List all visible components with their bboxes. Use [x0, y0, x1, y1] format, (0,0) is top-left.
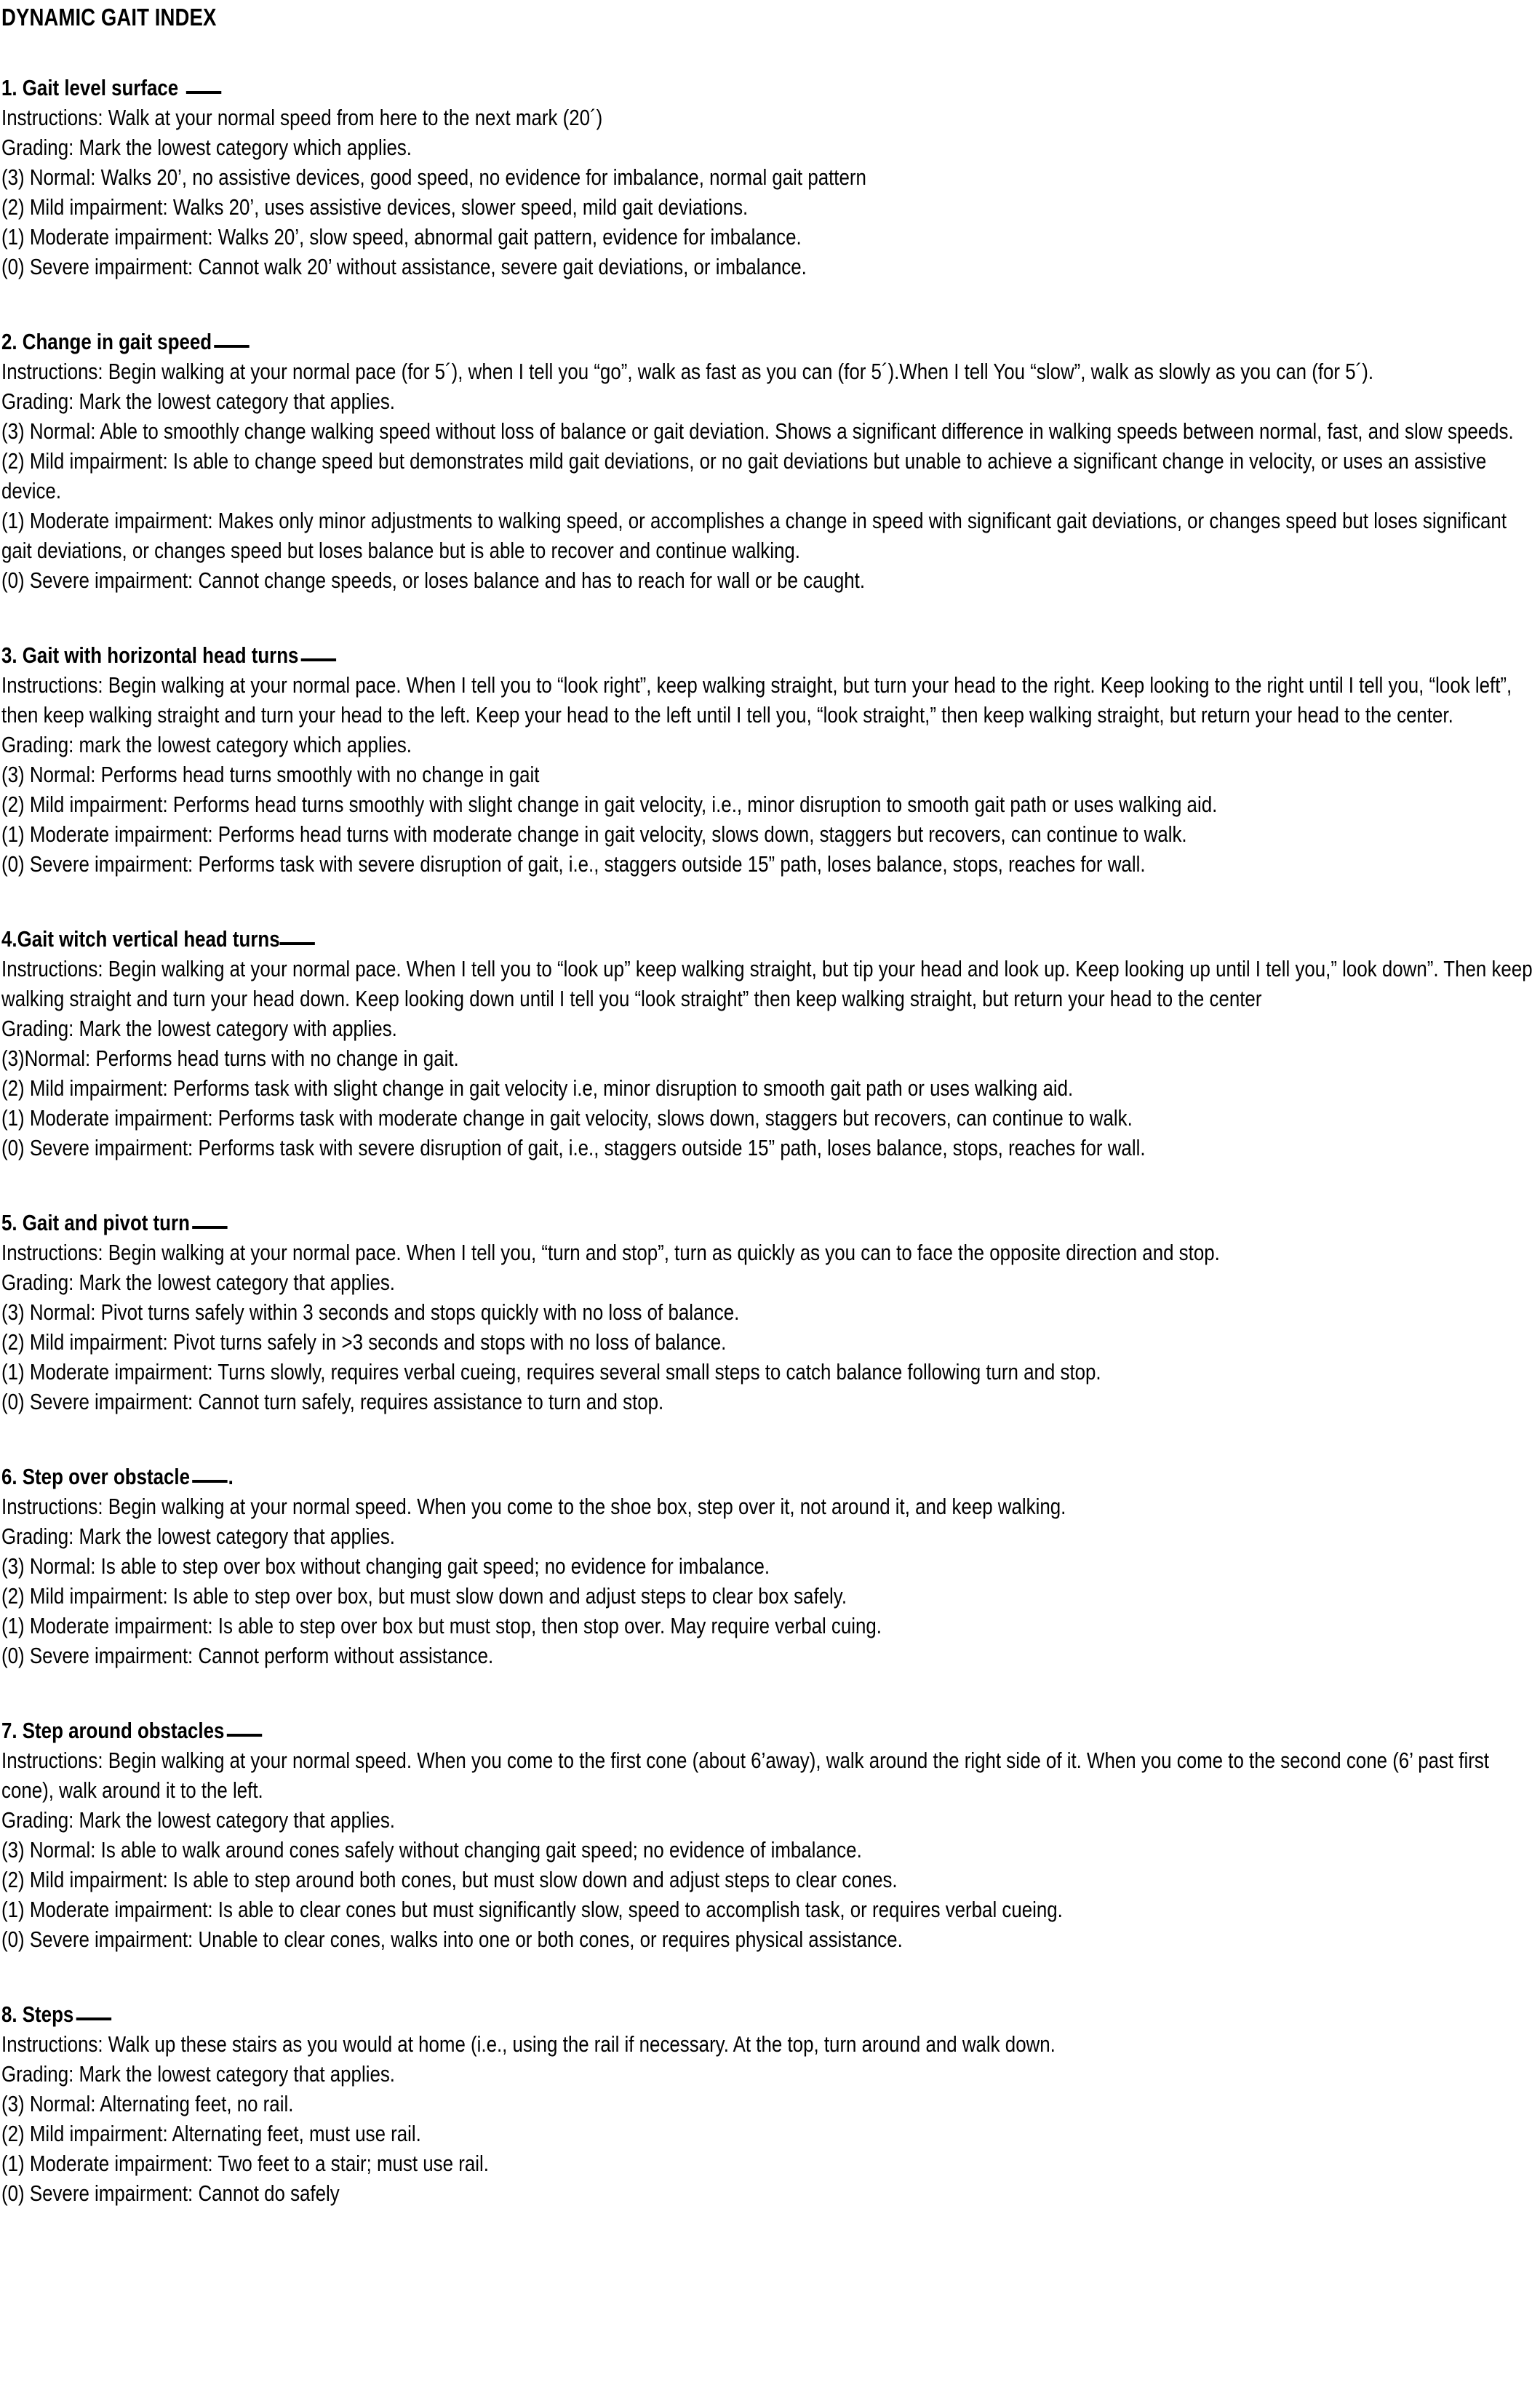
gait-item-section	[1, 1716, 1534, 1954]
score-criterion-line: (2) Mild impairment: Alternating feet, must use rail.	[1, 2121, 421, 2146]
instructions-line: Instructions: Begin walking at your normal pace (for 5´), when I tell you “go”, walk as fast as you can (for 5´).When I tell You “slow”, walk as slowly as you can (for 5´).	[1, 359, 1374, 384]
grading-line: Grading: Mark the lowest category that applies.	[1, 389, 395, 414]
score-criterion-line: (0) Severe impairment: Cannot perform without assistance.	[1, 1643, 494, 1668]
section-heading	[1, 327, 1535, 356]
grading-line: Grading: Mark the lowest category that applies.	[1, 2061, 395, 2087]
score-criterion-line: (0) Severe impairment: Cannot do safely	[1, 2180, 340, 2206]
grading-line: Grading: Mark the lowest category with applies.	[1, 1016, 397, 1041]
score-blank-field[interactable]	[227, 1734, 262, 1737]
gait-item-section	[1, 327, 1534, 595]
section-body	[1, 1491, 1534, 1670]
score-criterion-line: (1) Moderate impairment: Is able to clear cones but must significantly slow, speed to accomplish task, or requires verbal cueing.	[1, 1897, 1063, 1922]
score-criterion-line: (2) Mild impairment: Is able to step around both cones, but must slow down and adjust steps to clear cones.	[1, 1867, 898, 1892]
section-body	[1, 103, 1534, 282]
grading-line: Grading: Mark the lowest category that applies.	[1, 1807, 395, 1833]
score-criterion-line: (2) Mild impairment: Performs task with slight change in gait velocity i.e, minor disruption to smooth gait path or uses walking aid.	[1, 1075, 1074, 1101]
section-body	[1, 670, 1534, 879]
section-heading-label: Gait witch vertical head turns	[17, 926, 280, 952]
score-criterion-line: (0) Severe impairment: Cannot walk 20’ without assistance, severe gait deviations, or imbalance.	[1, 254, 807, 279]
score-criterion-line: (3) Normal: Pivot turns safely within 3 seconds and stops quickly with no loss of balance.	[1, 1299, 740, 1325]
score-criterion-line: (1) Moderate impairment: Turns slowly, requires verbal cueing, requires several small steps to catch balance following turn and stop.	[1, 1359, 1101, 1385]
section-heading-label: Step over obstacle	[22, 1464, 190, 1489]
score-criterion-line: (0) Severe impairment: Performs task with severe disruption of gait, i.e., staggers outside 15” path, loses balance, stops, reaches for wall.	[1, 1135, 1146, 1160]
score-criterion-line: (2) Mild impairment: Performs head turns smoothly with slight change in gait velocity, i.e., minor disruption to smooth gait path or uses walking aid.	[1, 792, 1218, 817]
score-blank-field[interactable]	[186, 91, 221, 94]
section-heading-label: Steps	[22, 2001, 74, 2027]
score-blank-field[interactable]	[214, 345, 249, 348]
score-criterion-line: (2) Mild impairment: Is able to change speed but demonstrates mild gait deviations, or no gait deviations but unable to achieve a significant change in velocity, or uses an assistive device.	[1, 448, 1487, 503]
score-criterion-line: (2) Mild impairment: Walks 20’, uses assistive devices, slower speed, mild gait deviations.	[1, 194, 749, 220]
section-number: 8.	[1, 2001, 17, 2027]
section-heading-label: Gait with horizontal head turns	[22, 642, 299, 668]
section-heading	[1, 1999, 1535, 2029]
sections-container	[1, 73, 1534, 2208]
gait-item-section	[1, 924, 1534, 1163]
grading-line: Grading: Mark the lowest category that applies.	[1, 1270, 395, 1295]
section-heading	[1, 1208, 1535, 1238]
gait-item-section	[1, 640, 1534, 879]
score-blank-field[interactable]	[280, 942, 315, 945]
section-heading-label: Gait and pivot turn	[22, 1210, 190, 1235]
score-blank-field[interactable]	[76, 2017, 111, 2020]
gait-item-section	[1, 1999, 1534, 2208]
section-heading	[1, 1462, 1535, 1491]
section-body	[1, 356, 1534, 595]
grading-line: Grading: Mark the lowest category which applies.	[1, 135, 412, 160]
section-number: 3.	[1, 642, 17, 668]
score-criterion-line: (3) Normal: Is able to walk around cones safely without changing gait speed; no evidence of imbalance.	[1, 1837, 862, 1863]
instructions-line: Instructions: Begin walking at your normal pace. When I tell you, “turn and stop”, turn as quickly as you can to face the opposite direction and stop.	[1, 1240, 1220, 1265]
score-criterion-line: (3) Normal: Walks 20’, no assistive devices, good speed, no evidence for imbalance, normal gait pattern	[1, 164, 866, 190]
section-body	[1, 954, 1534, 1163]
instructions-line: Instructions: Begin walking at your normal speed. When you come to the shoe box, step over it, not around it, and keep walking.	[1, 1494, 1066, 1519]
section-body	[1, 2029, 1534, 2208]
section-heading-label: Gait level surface	[22, 75, 179, 100]
score-blank-field[interactable]	[192, 1480, 227, 1483]
gait-item-section	[1, 1462, 1534, 1670]
section-heading-label: Change in gait speed	[22, 329, 212, 354]
score-criterion-line: (3) Normal: Is able to step over box without changing gait speed; no evidence for imbalance.	[1, 1553, 770, 1579]
score-criterion-line: (0) Severe impairment: Cannot turn safely, requires assistance to turn and stop.	[1, 1389, 664, 1414]
score-criterion-line: (2) Mild impairment: Pivot turns safely in >3 seconds and stops with no loss of balance.	[1, 1329, 727, 1355]
section-heading	[1, 73, 1535, 103]
gait-item-section	[1, 1208, 1534, 1417]
score-criterion-line: (1) Moderate impairment: Performs head turns with moderate change in gait velocity, slows down, staggers but recovers, can continue to walk.	[1, 821, 1187, 847]
section-body	[1, 1238, 1534, 1417]
section-number: 1.	[1, 75, 17, 100]
score-criterion-line: (1) Moderate impairment: Performs task with moderate change in gait velocity, slows down, staggers but recovers, can continue to walk.	[1, 1105, 1133, 1131]
instructions-line: Instructions: Begin walking at your normal speed. When you come to the first cone (about 6’away), walk around the right side of it. When you come to the second cone (6’ past first cone), walk around it to the left.	[1, 1748, 1490, 1803]
score-criterion-line: (3) Normal: Alternating feet, no rail.	[1, 2091, 294, 2116]
score-criterion-line: (0) Severe impairment: Unable to clear cones, walks into one or both cones, or requires physical assistance.	[1, 1927, 903, 1952]
section-number: 5.	[1, 1210, 17, 1235]
score-criterion-line: (3) Normal: Performs head turns smoothly with no change in gait	[1, 762, 540, 787]
grading-line: Grading: Mark the lowest category that applies.	[1, 1523, 395, 1549]
section-heading	[1, 924, 1535, 954]
score-criterion-line: (3)Normal: Performs head turns with no change in gait.	[1, 1045, 459, 1071]
score-criterion-line: (1) Moderate impairment: Makes only minor adjustments to walking speed, or accomplishes a change in speed with significant gait deviations, or changes speed but loses significant gait deviations, or changes speed but loses balance but is able to recover and continue walking.	[1, 508, 1507, 563]
section-number: 2.	[1, 329, 17, 354]
section-number: 4.	[1, 926, 17, 952]
score-criterion-line: (0) Severe impairment: Performs task with severe disruption of gait, i.e., staggers outside 15” path, loses balance, stops, reaches for wall.	[1, 851, 1146, 877]
score-criterion-line: (3) Normal: Able to smoothly change walking speed without loss of balance or gait deviation. Shows a significant difference in walking speeds between normal, fast, and slow speeds.	[1, 418, 1514, 444]
section-heading	[1, 1716, 1535, 1745]
score-blank-field[interactable]	[301, 658, 336, 661]
instructions-line: Instructions: Walk up these stairs as you would at home (i.e., using the rail if necessary. At the top, turn around and walk down.	[1, 2031, 1056, 2057]
gait-item-section	[1, 73, 1534, 282]
section-heading-label: Step around obstacles	[22, 1718, 225, 1743]
section-heading-suffix: .	[228, 1464, 234, 1489]
instructions-line: Instructions: Begin walking at your normal pace. When I tell you to “look right”, keep walking straight, but turn your head to the right. Keep looking to the right until I tell you, “look left”, then keep walking straight and turn your head to the left. Keep your head to the left until I tell you, “look straight,” then keep walking straight, but return your head to the center.	[1, 672, 1512, 728]
score-criterion-line: (1) Moderate impairment: Walks 20’, slow speed, abnormal gait pattern, evidence for imbalance.	[1, 224, 802, 250]
instructions-line: Instructions: Begin walking at your normal pace. When I tell you to “look up” keep walking straight, but tip your head and look up. Keep looking up until I tell you,” look down”. Then keep walking straight and turn your head down. Keep looking down until I tell you “look straight” then keep walking straight, but return your head to the center	[1, 956, 1533, 1011]
section-number: 7.	[1, 1718, 17, 1743]
score-criterion-line: (2) Mild impairment: Is able to step over box, but must slow down and adjust steps to clear box safely.	[1, 1583, 847, 1609]
score-criterion-line: (1) Moderate impairment: Two feet to a stair; must use rail.	[1, 2151, 489, 2176]
title-spacer	[1, 36, 1534, 73]
section-heading	[1, 640, 1535, 670]
grading-line: Grading: mark the lowest category which applies.	[1, 732, 412, 757]
page-title: DYNAMIC GAIT INDEX	[1, 4, 217, 31]
instructions-line: Instructions: Walk at your normal speed from here to the next mark (20´)	[1, 105, 603, 130]
section-body	[1, 1745, 1534, 1954]
section-number: 6.	[1, 1464, 17, 1489]
score-blank-field[interactable]	[192, 1226, 227, 1229]
score-criterion-line: (0) Severe impairment: Cannot change speeds, or loses balance and has to reach for wall or be caught.	[1, 567, 866, 593]
score-criterion-line: (1) Moderate impairment: Is able to step over box but must stop, then stop over. May require verbal cuing.	[1, 1613, 882, 1638]
